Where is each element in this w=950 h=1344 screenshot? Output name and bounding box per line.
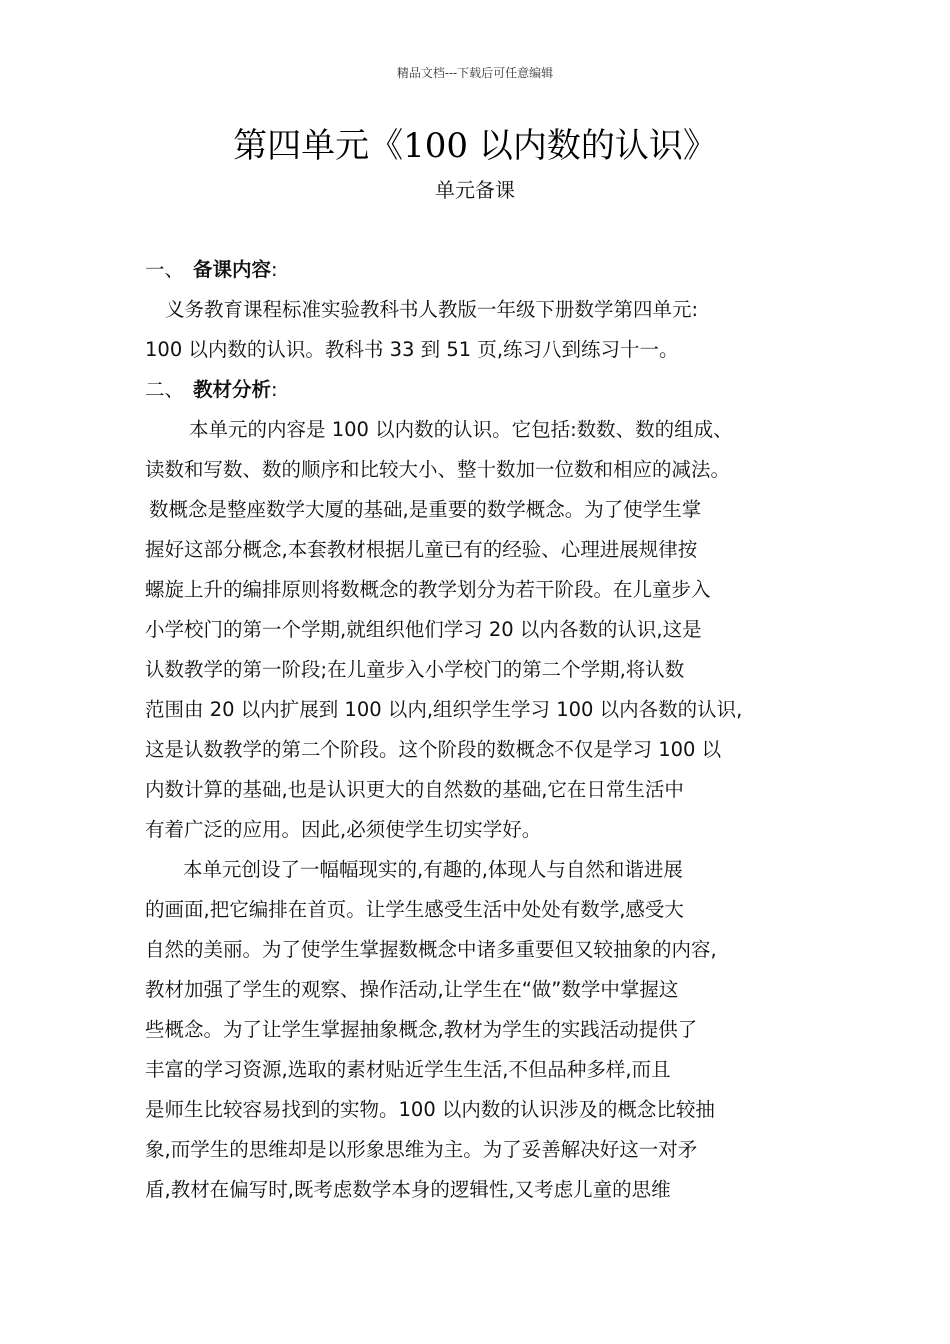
text-line: 100 以内数的认识。教科书 33 到 51 页,练习八到练习十一。: [145, 338, 679, 361]
text-line: 范围由 20 以内扩展到 100 以内,组织学生学习 100 以内各数的认识,: [145, 698, 743, 721]
text-line: 自然的美丽。为了使学生掌握数概念中诸多重要但又较抽象的内容,: [145, 938, 717, 961]
text-line: 的画面,把它编排在首页。让学生感受生活中处处有数学,感受大: [145, 898, 684, 921]
text-line: 小学校门的第一个学期,就组织他们学习 20 以内各数的认识,这是: [145, 618, 702, 641]
text-line: 教材加强了学生的观察、操作活动,让学生在“做”数学中掌握这: [145, 978, 679, 1001]
text-line: 读数和写数、数的顺序和比较大小、整十数加一位数和相应的减法。: [145, 458, 731, 481]
section-number: 二、: [145, 378, 185, 401]
document-subtitle: 单元备课: [435, 178, 515, 202]
text-line: 数概念是整座数学大厦的基础,是重要的数学概念。为了使学生掌: [149, 498, 702, 521]
text-line: 有着广泛的应用。因此,必须使学生切实学好。: [145, 818, 542, 841]
text-line: 盾,教材在偏写时,既考虑数学本身的逻辑性,又考虑儿童的思维: [145, 1178, 671, 1201]
document-body: [145, 250, 815, 1210]
section-name: 备课内容: [193, 258, 272, 281]
text-line: 内数计算的基础,也是认识更大的自然数的基础,它在日常生活中: [145, 778, 684, 801]
text-line: 这是认数教学的第二个阶段。这个阶段的数概念不仅是学习 100 以: [145, 738, 722, 761]
section-heading-1: [145, 250, 815, 290]
text-line: 握好这部分概念,本套教材根据儿童已有的经验、心理进展规律按: [145, 538, 698, 561]
text-line: 本单元的内容是 100 以内数的认识。它包括:数数、数的组成、: [189, 418, 733, 441]
section-number: 一、: [145, 258, 185, 281]
text-line: 些概念。为了让学生掌握抽象概念,教材为学生的实践活动提供了: [145, 1018, 698, 1041]
section-name: 教材分析: [193, 378, 272, 401]
text-line: 是师生比较容易找到的实物。100 以内数的认识涉及的概念比较抽: [145, 1098, 715, 1121]
text-line: 螺旋上升的编排原则将数概念的教学划分为若干阶段。在儿童步入: [145, 578, 711, 601]
header-note: 精品文档---下载后可任意编辑: [396, 66, 554, 80]
text-line: 象,而学生的思维却是以形象思维为主。为了妥善解决好这一对矛: [145, 1138, 698, 1161]
section-heading-2: [145, 370, 815, 410]
text-line: 认数教学的第一阶段;在儿童步入小学校门的第二个学期,将认数: [145, 658, 685, 681]
text-line: 义务教育课程标准实验教科书人教版一年级下册数学第四单元:: [165, 298, 699, 321]
text-line: 本单元创设了一幅幅现实的,有趣的,体现人与自然和谐进展: [183, 858, 683, 881]
text-line: 丰富的学习资源,选取的素材贴近学生生活,不但品种多样,而且: [145, 1058, 671, 1081]
document-title: 第四单元《100 以内数的认识》: [233, 126, 717, 166]
section-colon: :: [271, 258, 278, 281]
section-colon: :: [271, 378, 278, 401]
